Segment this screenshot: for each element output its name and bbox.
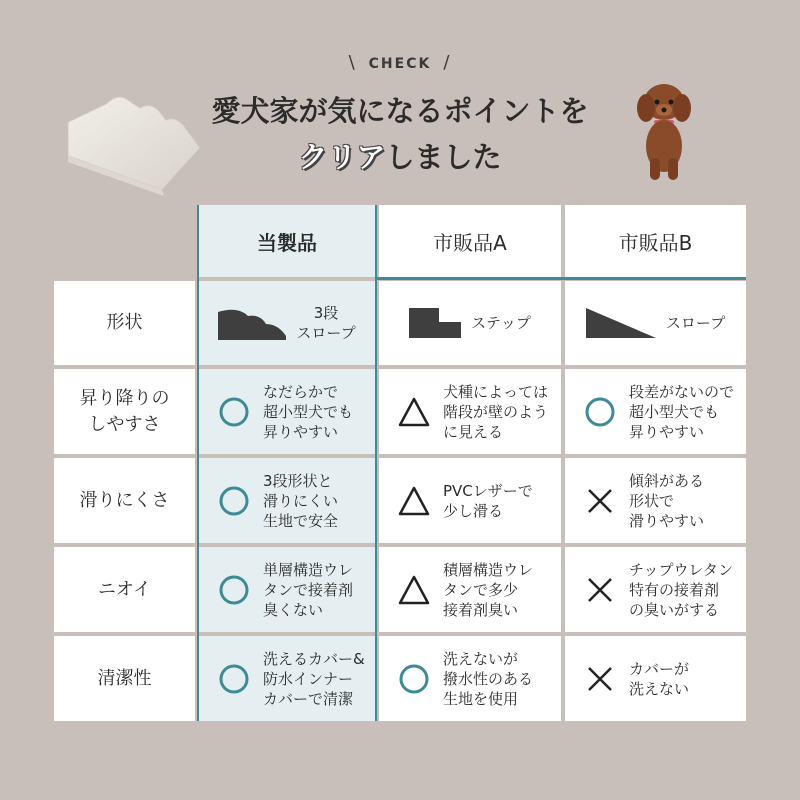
cell-odor-b [565,547,746,632]
cell-shape-ours-text: 3段 スロープ [296,304,356,342]
title-line-2-rest: しました [385,140,502,174]
cell-shape-a [379,281,561,365]
accent-line-left [197,205,199,721]
cell-clean-b [565,636,746,721]
circle-mark-icon [217,395,251,429]
column-header-a [379,205,561,277]
cell-shape-b-text: スロープ [665,314,726,332]
cell-ease-ours-text: なだらかで 超小型犬でも 昇りやすい [263,382,354,441]
column-header-b [565,205,746,277]
column-header-ours [199,205,375,277]
cell-clean-a-text: 洗えないが 撥水性のある 生地を使用 [443,649,534,708]
comparison-table [54,205,746,721]
cell-odor-b-text: チップウレタン 特有の接着剤 の臭いがする [629,560,733,619]
triangle-mark-icon [397,484,431,518]
cell-ease-a-text: 犬種によっては 階段が壁のよう に見える [443,382,549,441]
cell-shape-a-text: ステップ [471,314,531,332]
cell-shape-ours [199,281,375,365]
title-highlight: クリア [298,140,386,174]
row-label-ease [54,369,195,454]
row-label-odor-text: ニオイ [97,578,152,600]
cell-clean-a [379,636,561,721]
cell-odor-a-text: 積層構造ウレ タンで多少 接着剤臭い [443,560,534,619]
row-label-odor [54,547,195,632]
check-text: CHECK [368,56,432,72]
product-image-icon [66,86,206,196]
row-label-slip [54,458,195,543]
cell-ease-b [565,369,746,454]
title-line-1: 愛犬家が気になるポイントを [211,94,589,128]
cell-clean-ours [199,636,375,721]
column-header-b-text: 市販品B [618,230,693,255]
cell-clean-b-text: カバーが 洗えない [629,659,690,698]
triangle-mark-icon [397,395,431,429]
accent-line-right [375,205,377,721]
cross-mark-icon [583,662,617,696]
cell-odor-ours [199,547,375,632]
slope-icon [586,308,656,338]
row-label-shape-text: 形状 [106,312,143,333]
cell-shape-b [565,281,746,365]
cell-slip-a [379,458,561,543]
cross-mark-icon [583,573,617,607]
cross-mark-icon [583,484,617,518]
column-header-ours-text: 当製品 [257,230,317,255]
cell-ease-ours [199,369,375,454]
circle-mark-icon [217,573,251,607]
dog-image-icon [624,74,704,184]
row-label-clean-text: 清潔性 [97,667,152,689]
check-label: \ CHECK / [348,52,452,73]
three-step-slope-icon [218,306,286,340]
row-label-ease-text: 昇り降りの しやすさ [79,387,170,435]
cell-ease-b-text: 段差がないので 超小型犬でも 昇りやすい [629,382,735,441]
circle-mark-icon [583,395,617,429]
cell-ease-a [379,369,561,454]
row-label-shape [54,281,195,365]
circle-mark-icon [397,662,431,696]
accent-line-header [375,277,746,280]
cell-slip-ours-text: 3段形状と 滑りにくい 生地で安全 [263,471,339,530]
circle-mark-icon [217,662,251,696]
row-label-clean [54,636,195,721]
cell-slip-b [565,458,746,543]
step-icon [409,308,461,338]
row-label-slip-text: 滑りにくさ [79,489,170,511]
column-header-a-text: 市販品A [433,230,507,255]
cell-odor-ours-text: 単層構造ウレ タンで接着剤 臭くない [263,560,354,619]
circle-mark-icon [217,484,251,518]
cell-odor-a [379,547,561,632]
cell-slip-b-text: 傾斜がある 形状で 滑りやすい [629,471,705,530]
cell-slip-ours [199,458,375,543]
cell-clean-ours-text: 洗えるカバー& 防水インナー カバーで清潔 [263,649,365,708]
cell-slip-a-text: PVCレザーで 少し滑る [443,481,533,520]
triangle-mark-icon [397,573,431,607]
